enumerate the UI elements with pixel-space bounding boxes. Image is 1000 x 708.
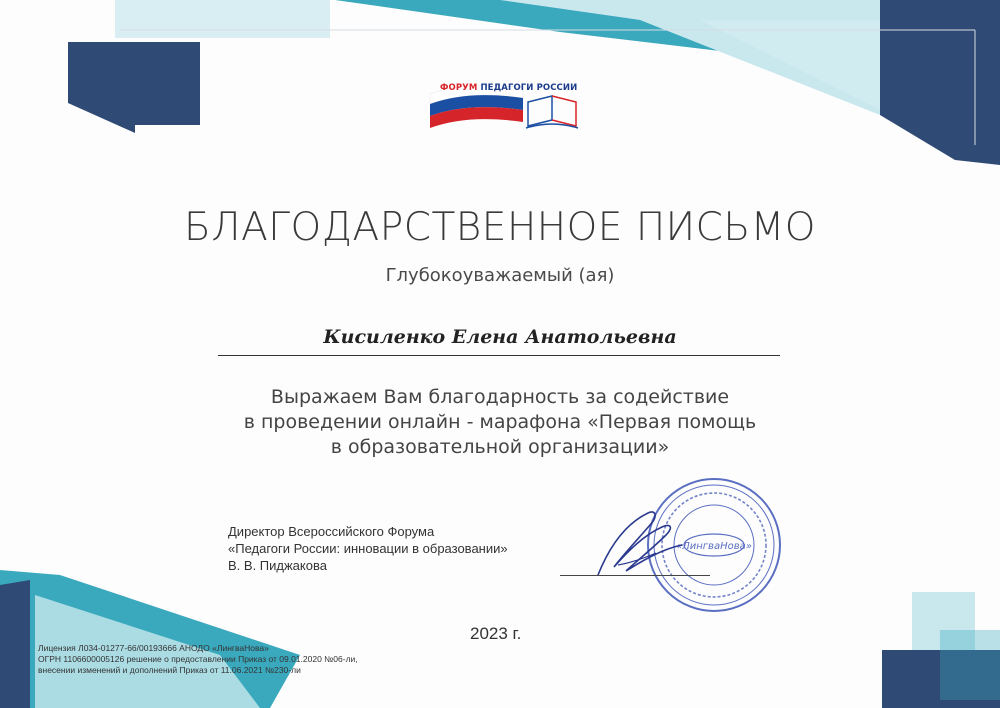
signature-line bbox=[560, 575, 710, 576]
stamp-center-text: «ЛингваНова» bbox=[676, 541, 752, 552]
deco-navy-top-left bbox=[68, 42, 200, 133]
signer-name: В. В. Пиджакова bbox=[228, 558, 327, 573]
signer-block bbox=[228, 523, 508, 574]
gratitude-line: в проведении онлайн - марафона «Первая помощь bbox=[243, 411, 757, 433]
recipient-name: Кисиленко Елена Анатольевна bbox=[323, 326, 677, 348]
logo-word-pedagogi: ПЕДАГОГИ РОССИИ bbox=[480, 83, 578, 93]
deco-teal-bottom-right bbox=[940, 630, 1000, 700]
license-line: Лицензия Л034-01277-66/00193666 АНОДО «ЛингваНова» bbox=[38, 643, 269, 653]
deco-navy-bottom-left bbox=[0, 580, 30, 708]
year: 2023 г. bbox=[470, 624, 522, 643]
license-line: ОГРН 1106600005126 решение о предоставлении Приказ от 09.01.2020 №06-ли, bbox=[38, 654, 358, 664]
recipient-underline bbox=[218, 355, 780, 356]
logo-word-forum: ФОРУМ bbox=[440, 83, 478, 93]
signer-organization: «Педагоги России: инновации в образовании» bbox=[228, 541, 508, 556]
deco-navy-top-right bbox=[880, 0, 1000, 165]
gratitude-text bbox=[190, 385, 810, 460]
signature-scribble bbox=[578, 505, 698, 585]
forum-logo bbox=[428, 80, 580, 132]
gratitude-line: в образовательной организации» bbox=[330, 436, 670, 458]
license-line: внесении изменений и дополнений Приказ от 11.06.2021 №230-ли bbox=[38, 665, 301, 675]
license-info bbox=[38, 643, 358, 676]
signer-position: Директор Всероссийского Форума bbox=[228, 524, 435, 539]
gratitude-line: Выражаем Вам благодарность за содействие bbox=[270, 386, 730, 408]
certificate-title: БЛАГОДАРСТВЕННОЕ ПИСЬМО bbox=[184, 205, 816, 250]
greeting: Глубокоуважаемый (ая) bbox=[385, 265, 615, 286]
logo-text bbox=[440, 83, 577, 93]
